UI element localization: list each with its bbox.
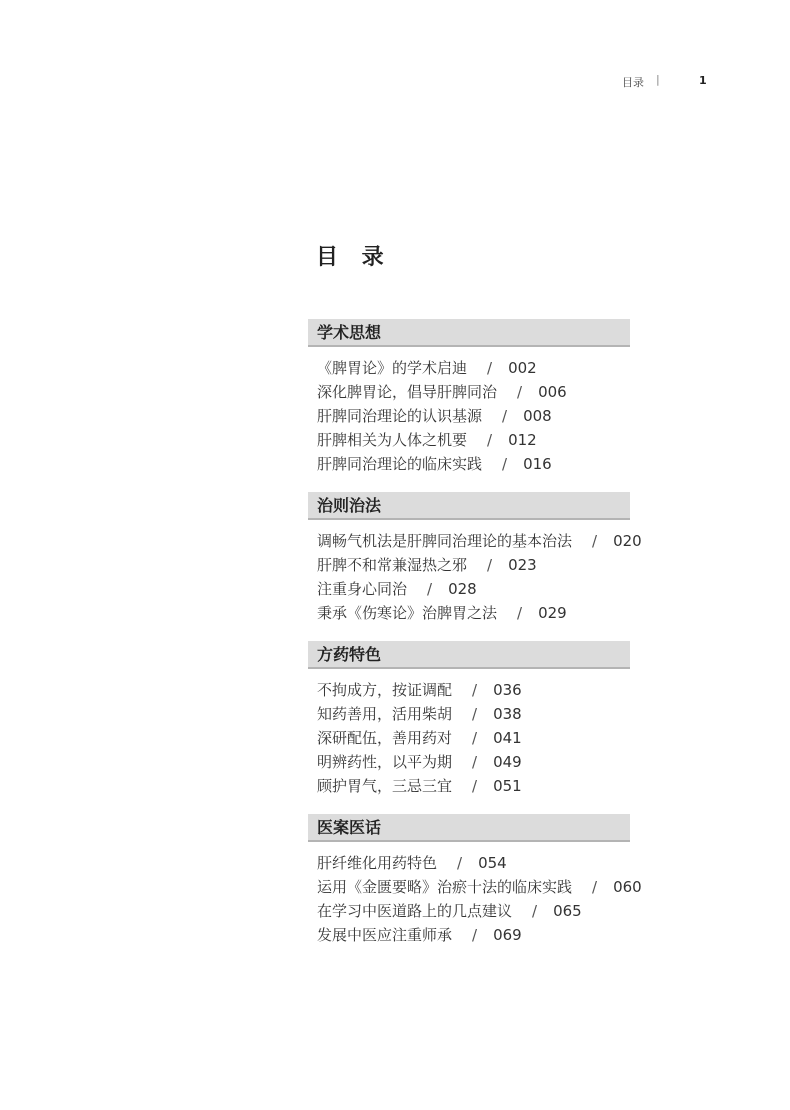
- entry-page: 002: [508, 359, 537, 377]
- toc-section: [308, 814, 728, 947]
- entry-separator: /: [472, 926, 478, 944]
- entry-page: 051: [493, 777, 522, 795]
- page-title: 目 录: [316, 244, 392, 270]
- toc-entry[interactable]: [317, 750, 728, 774]
- entry-text: 肝纤维化用药特色: [317, 854, 438, 872]
- entry-list: [308, 520, 728, 625]
- running-head-title: 目录: [622, 76, 644, 89]
- entry-list: [308, 842, 728, 947]
- entry-page: 054: [478, 854, 507, 872]
- entry-page: 023: [508, 556, 537, 574]
- entry-page: 069: [493, 926, 522, 944]
- entry-text: 知药善用，活用柴胡: [317, 705, 453, 723]
- entry-separator: /: [472, 705, 478, 723]
- entry-text: 调畅气机法是肝脾同治理论的基本治法: [317, 532, 573, 550]
- entry-separator: /: [472, 753, 478, 771]
- toc-entry[interactable]: [317, 356, 728, 380]
- entry-text: 在学习中医道路上的几点建议: [317, 902, 513, 920]
- toc-entry[interactable]: [317, 875, 728, 899]
- toc-entry[interactable]: [317, 678, 728, 702]
- entry-text: 肝脾不和常兼湿热之邪: [317, 556, 468, 574]
- entry-text: 明辨药性，以平为期: [317, 753, 453, 771]
- entry-list: [308, 347, 728, 476]
- entry-separator: /: [592, 532, 598, 550]
- entry-text: 秉承《伤寒论》治脾胃之法: [317, 604, 498, 622]
- entry-text: 注重身心同治: [317, 580, 408, 598]
- toc-entry[interactable]: [317, 404, 728, 428]
- entry-text: 深研配伍，善用药对: [317, 729, 453, 747]
- toc-entry[interactable]: [317, 529, 728, 553]
- entry-separator: /: [517, 383, 523, 401]
- toc-entry[interactable]: [317, 726, 728, 750]
- entry-separator: /: [487, 359, 493, 377]
- entry-text: 运用《金匮要略》治瘀十法的临床实践: [317, 878, 573, 896]
- entry-text: 肝脾同治理论的临床实践: [317, 455, 483, 473]
- entry-page: 016: [523, 455, 552, 473]
- toc-sections: [308, 319, 728, 963]
- section-heading: 学术思想: [308, 319, 630, 347]
- entry-separator: /: [592, 878, 598, 896]
- toc-section: [308, 641, 728, 798]
- entry-page: 036: [493, 681, 522, 699]
- toc-entry[interactable]: [317, 601, 728, 625]
- entry-page: 008: [523, 407, 552, 425]
- entry-page: 029: [538, 604, 567, 622]
- toc-entry[interactable]: [317, 577, 728, 601]
- entry-separator: /: [457, 854, 463, 872]
- toc-entry[interactable]: [317, 899, 728, 923]
- entry-page: 060: [613, 878, 642, 896]
- toc-entry[interactable]: [317, 380, 728, 404]
- entry-page: 006: [538, 383, 567, 401]
- section-heading: 方药特色: [308, 641, 630, 669]
- entry-text: 深化脾胃论，倡导肝脾同治: [317, 383, 498, 401]
- entry-page: 020: [613, 532, 642, 550]
- entry-separator: /: [472, 777, 478, 795]
- section-heading: 医案医话: [308, 814, 630, 842]
- entry-page: 065: [553, 902, 582, 920]
- entry-text: 《脾胃论》的学术启迪: [317, 359, 468, 377]
- toc-entry[interactable]: [317, 428, 728, 452]
- page-number: 1: [699, 74, 707, 87]
- toc-entry[interactable]: [317, 553, 728, 577]
- entry-page: 012: [508, 431, 537, 449]
- entry-text: 肝脾相关为人体之机要: [317, 431, 468, 449]
- toc-entry[interactable]: [317, 702, 728, 726]
- toc-entry[interactable]: [317, 774, 728, 798]
- entry-separator: /: [427, 580, 433, 598]
- toc-section: [308, 319, 728, 476]
- entry-separator: /: [487, 556, 493, 574]
- entry-text: 肝脾同治理论的认识基源: [317, 407, 483, 425]
- entry-separator: /: [532, 902, 538, 920]
- toc-entry[interactable]: [317, 923, 728, 947]
- entry-separator: /: [517, 604, 523, 622]
- entry-text: 不拘成方，按证调配: [317, 681, 453, 699]
- toc-entry[interactable]: [317, 452, 728, 476]
- entry-separator: /: [487, 431, 493, 449]
- toc-section: [308, 492, 728, 625]
- entry-page: 041: [493, 729, 522, 747]
- section-heading: 治则治法: [308, 492, 630, 520]
- entry-page: 038: [493, 705, 522, 723]
- entry-separator: /: [472, 681, 478, 699]
- entry-separator: /: [472, 729, 478, 747]
- entry-text: 顾护胃气，三忌三宜: [317, 777, 453, 795]
- entry-page: 028: [448, 580, 477, 598]
- entry-separator: /: [502, 407, 508, 425]
- running-head: [580, 74, 720, 90]
- entry-list: [308, 669, 728, 798]
- entry-separator: /: [502, 455, 508, 473]
- entry-text: 发展中医应注重师承: [317, 926, 453, 944]
- entry-page: 049: [493, 753, 522, 771]
- toc-entry[interactable]: [317, 851, 728, 875]
- running-head-separator: |: [656, 73, 660, 86]
